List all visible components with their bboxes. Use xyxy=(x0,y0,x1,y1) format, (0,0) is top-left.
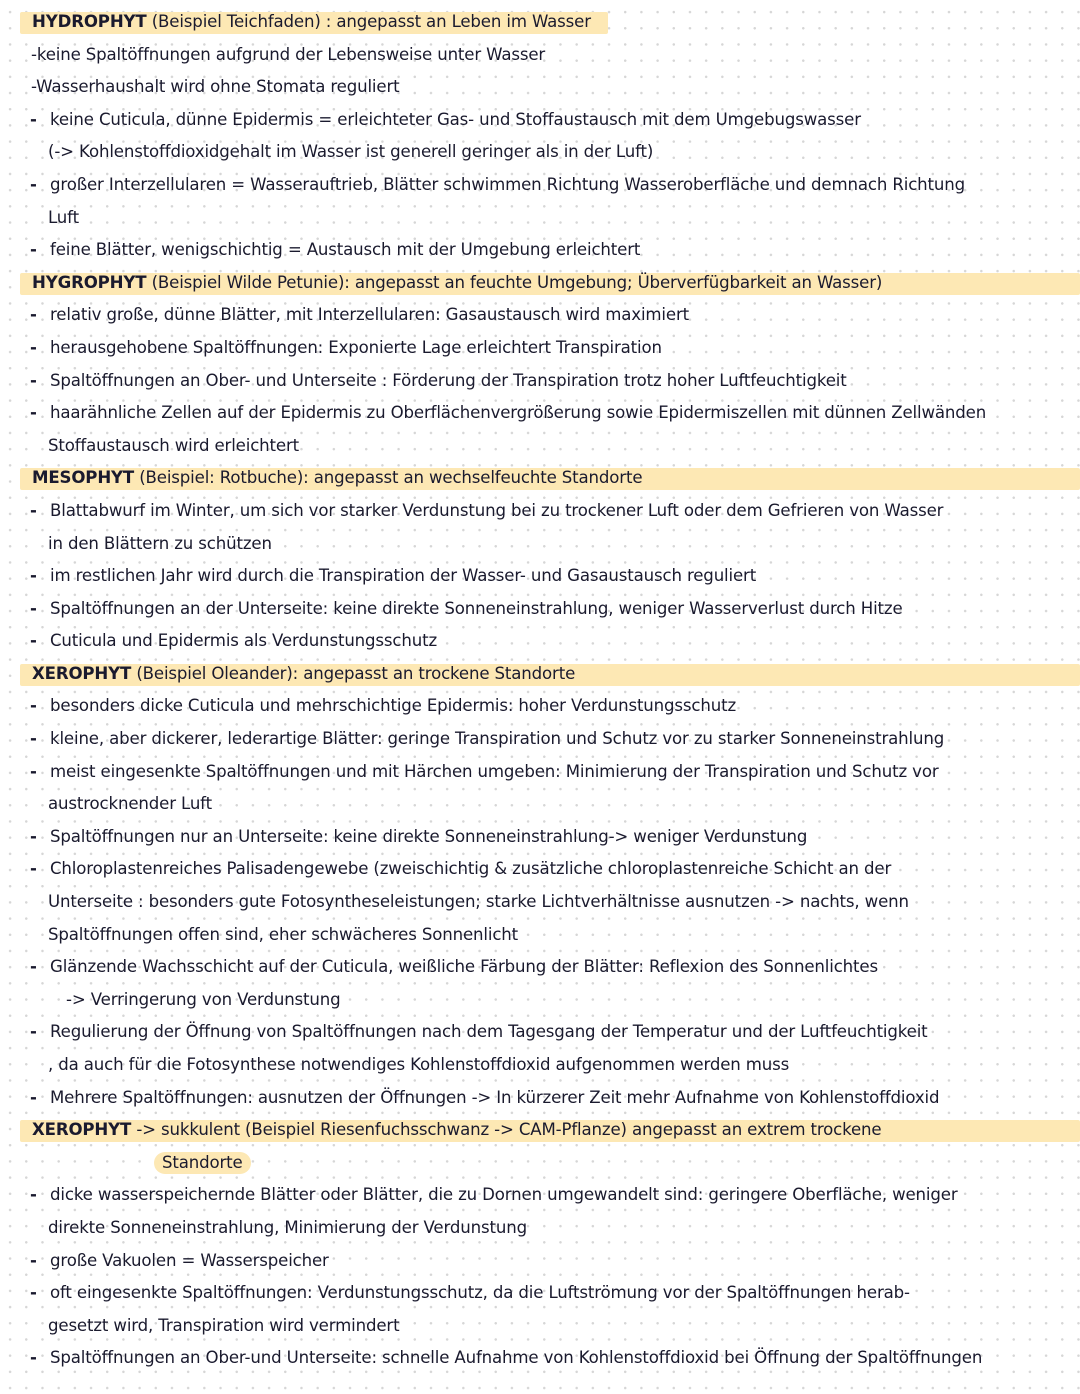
bullet-item: - herausgehobene Spaltöffnungen: Exponierte Lage erleichtert Transpiration xyxy=(30,337,662,357)
section-heading-hygrophyt xyxy=(0,267,1080,300)
bullet-continuation: Stoffaustausch wird erleichtert xyxy=(48,435,299,455)
heading-text: (Beispiel Oleander): angepasst an trockene Standorte xyxy=(131,663,576,683)
heading-name: MESOPHYT xyxy=(32,468,135,488)
bullet-item: - besonders dicke Cuticula und mehrschichtige Epidermis: hoher Verdunstungsschutz xyxy=(30,696,737,716)
bullet-item: - haarähnliche Zellen auf der Epidermis zu Oberflächenvergrößerung sowie Epidermiszellen mit dünnen Zellwänden xyxy=(30,403,987,423)
heading-text: (Beispiel: Rotbuche): angepasst an wechselfeuchte Standorte xyxy=(134,468,643,488)
bullet-continuation: austrocknender Luft xyxy=(48,794,212,814)
bullet-continuation: Spaltöffnungen offen sind, eher schwächeres Sonnenlicht xyxy=(48,924,519,944)
bullet-item: - Regulierung der Öffnung von Spaltöffnungen nach dem Tagesgang der Temperatur und der Luftfeuchtigkeit xyxy=(30,1022,928,1042)
bullet-item: - dicke wasserspeichernde Blätter oder Blätter, die zu Dornen umgewandelt sind: geringere Oberfläche, weniger xyxy=(30,1185,958,1205)
bullet-item: - Chloroplastenreiches Palisadengewebe (zweischichtig & zusätzliche chloroplastenreiche Schicht an der xyxy=(30,859,892,879)
heading-text: (Beispiel Wilde Petunie): angepasst an feuchte Umgebung; Überverfügbarkeit an Wasser) xyxy=(146,272,883,292)
bullet-item: - im restlichen Jahr wird durch die Transpiration der Wasser- und Gasaustausch reguliert xyxy=(30,566,757,586)
section-heading-xerophyt xyxy=(0,658,1080,691)
heading-name: HYGROPHYT xyxy=(32,272,147,292)
section-heading-mesophyt xyxy=(0,462,1080,495)
heading-name: XEROPHYT xyxy=(32,663,132,683)
bullet-item: - kleine, aber dickerer, lederartige Blätter: geringe Transpiration und Schutz vor zu starker Sonneneinstrahlung xyxy=(30,729,945,749)
bullet-continuation: direkte Sonneneinstrahlung, Minimierung der Verdunstung xyxy=(48,1217,527,1237)
notes-page xyxy=(0,6,1080,1375)
bullet-item: - relativ große, dünne Blätter, mit Interzellularen: Gasaustausch wird maximiert xyxy=(30,305,689,325)
bullet-item: - Glänzende Wachsschicht auf der Cuticula, weißliche Färbung der Blätter: Reflexion des Sonnenlichtes xyxy=(30,957,878,977)
bullet-item: - feine Blätter, wenigschichtig = Austausch mit der Umgebung erleichtert xyxy=(30,240,641,260)
heading-name: HYDROPHYT xyxy=(32,12,147,31)
heading-name: XEROPHYT xyxy=(32,1120,132,1140)
bullet-continuation: Luft xyxy=(48,207,79,227)
bullet-item: - große Vakuolen = Wasserspeicher xyxy=(30,1250,329,1270)
text-line: -keine Spaltöffnungen aufgrund der Lebensweise unter Wasser xyxy=(31,44,546,64)
bullet-item: - Cuticula und Epidermis als Verdunstungsschutz xyxy=(30,631,438,651)
text-line: -Wasserhaushalt wird ohne Stomata reguliert xyxy=(31,77,400,97)
bullet-continuation: Unterseite : besonders gute Fotosyntheseleistungen; starke Lichtverhältnisse ausnutzen -> nachts, wenn xyxy=(48,892,909,912)
bullet-item: - oft eingesenkte Spaltöffnungen: Verdunstungsschutz, da die Luftströmung vor der Spaltöffnungen herab- xyxy=(30,1283,910,1303)
section-heading-hydrophyt xyxy=(0,6,1080,39)
bullet-item: - großer Interzellularen = Wasserauftrieb, Blätter schwimmen Richtung Wasseroberfläche und demnach Richtung xyxy=(30,174,966,194)
heading-text: -> sukkulent (Beispiel Riesenfuchsschwanz -> CAM-Pflanze) angepasst an extrem trockene xyxy=(131,1120,882,1140)
bullet-continuation: in den Blättern zu schützen xyxy=(48,533,272,553)
bullet-item: - Blattabwurf im Winter, um sich vor starker Verdunstung bei zu trockener Luft oder dem Gefrieren von Wasser xyxy=(30,500,944,520)
bullet-item: - Mehrere Spaltöffnungen: ausnutzen der Öffnungen -> In kürzerer Zeit mehr Aufnahme von Kohlenstoffdioxid xyxy=(30,1087,940,1107)
heading-continuation: Standorte xyxy=(0,1147,1080,1180)
bullet-continuation: , da auch für die Fotosynthese notwendiges Kohlenstoffdioxid aufgenommen werden muss xyxy=(48,1055,790,1074)
bullet-item: - meist eingesenkte Spaltöffnungen und mit Härchen umgeben: Minimierung der Transpiration und Schutz vor xyxy=(30,761,939,781)
section-heading-xerophyt-sukkulent xyxy=(0,1114,1080,1147)
bullet-item: - Spaltöffnungen nur an Unterseite: keine direkte Sonneneinstrahlung-> weniger Verdunstung xyxy=(30,826,808,846)
bullet-continuation: (-> Kohlenstoffdioxidgehalt im Wasser ist generell geringer als in der Luft) xyxy=(48,142,654,162)
bullet-item: - Spaltöffnungen an der Unterseite: keine direkte Sonneneinstrahlung, weniger Wasserverlust durch Hitze xyxy=(30,598,903,618)
bullet-item: - Spaltöffnungen an Ober- und Unterseite : Förderung der Transpiration trotz hoher Luftfeuchtigkeit xyxy=(30,370,847,390)
bullet-continuation: -> Verringerung von Verdunstung xyxy=(66,989,341,1009)
heading-text: (Beispiel Teichfaden) : angepasst an Leben im Wasser xyxy=(146,12,591,31)
bullet-item: - Spaltöffnungen an Ober-und Unterseite: schnelle Aufnahme von Kohlenstoffdioxid bei Öffnung der Spaltöffnungen xyxy=(30,1348,983,1368)
bullet-item: - keine Cuticula, dünne Epidermis = erleichteter Gas- und Stoffaustausch mit dem Umgebugswasser xyxy=(30,109,861,129)
bullet-continuation: gesetzt wird, Transpiration wird vermindert xyxy=(48,1315,400,1335)
